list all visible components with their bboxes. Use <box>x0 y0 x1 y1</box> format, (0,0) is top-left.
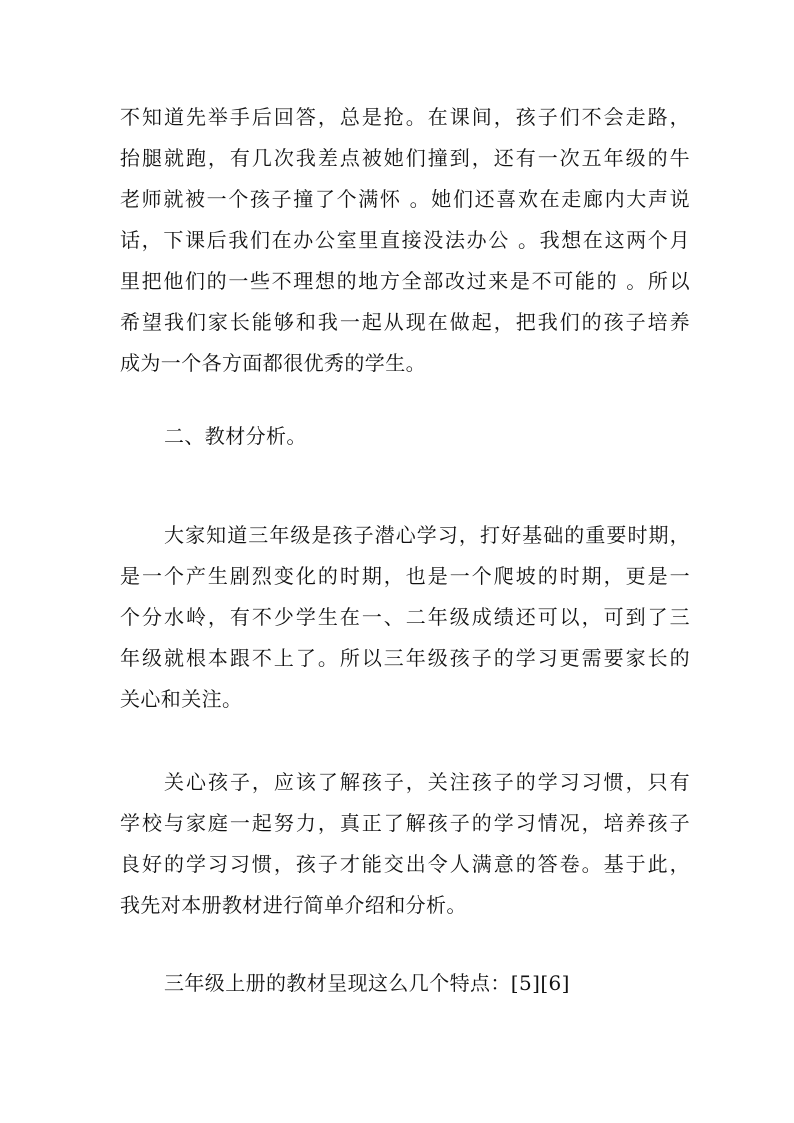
text-line: 年级就根本跟不上了。所以三年级孩子的学习更需要家长的 <box>120 646 690 670</box>
paragraph-grade-three-importance <box>120 515 690 720</box>
text-line: 个分水岭，有不少学生在一、二年级成绩还可以，可到了三 <box>120 605 690 629</box>
text-line: 大家知道三年级是孩子潜心学习，打好基础的重要时期， <box>164 523 690 547</box>
text-line: 里把他们的一些不理想的地方全部改过来是不可能的 。所以 <box>120 269 690 293</box>
text-line: 三年级上册的教材呈现这么几个特点：[5][6] <box>164 971 570 995</box>
text-line: 我先对本册教材进行简单介绍和分析。 <box>120 893 467 917</box>
text-line: 学校与家庭一起努力，真正了解孩子的学习情况，培养孩子 <box>120 811 690 835</box>
text-line: 话，下课后我们在办公室里直接没法办公 。我想在这两个月 <box>120 228 690 252</box>
text-line: 希望我们家长能够和我一起从现在做起，把我们的孩子培养 <box>120 310 690 334</box>
paragraph-textbook-features <box>120 963 690 1004</box>
paragraph-care-for-children <box>120 762 690 926</box>
text-line: 老师就被一个孩子撞了个满怀 。她们还喜欢在走廊内大声说 <box>120 187 690 211</box>
text-line: 成为一个各方面都很优秀的学生。 <box>120 351 426 375</box>
paragraph-classroom-behavior <box>120 97 690 384</box>
text-line: 关心孩子，应该了解孩子，关注孩子的学习习惯，只有 <box>164 770 690 794</box>
text-line: 关心和关注。 <box>120 687 243 711</box>
text-line: 抬腿就跑，有几次我差点被她们撞到，还有一次五年级的牛 <box>120 146 690 170</box>
text-line: 是一个产生剧烈变化的时期，也是一个爬坡的时期，更是一 <box>120 564 690 588</box>
section-heading-textbook-analysis <box>120 416 690 457</box>
text-line: 良好的学习习惯，孩子才能交出令人满意的答卷。基于此， <box>120 852 690 876</box>
text-line: 不知道先举手后回答，总是抢。在课间，孩子们不会走路， <box>120 105 690 129</box>
section-heading: 二、教材分析。 <box>164 424 307 448</box>
